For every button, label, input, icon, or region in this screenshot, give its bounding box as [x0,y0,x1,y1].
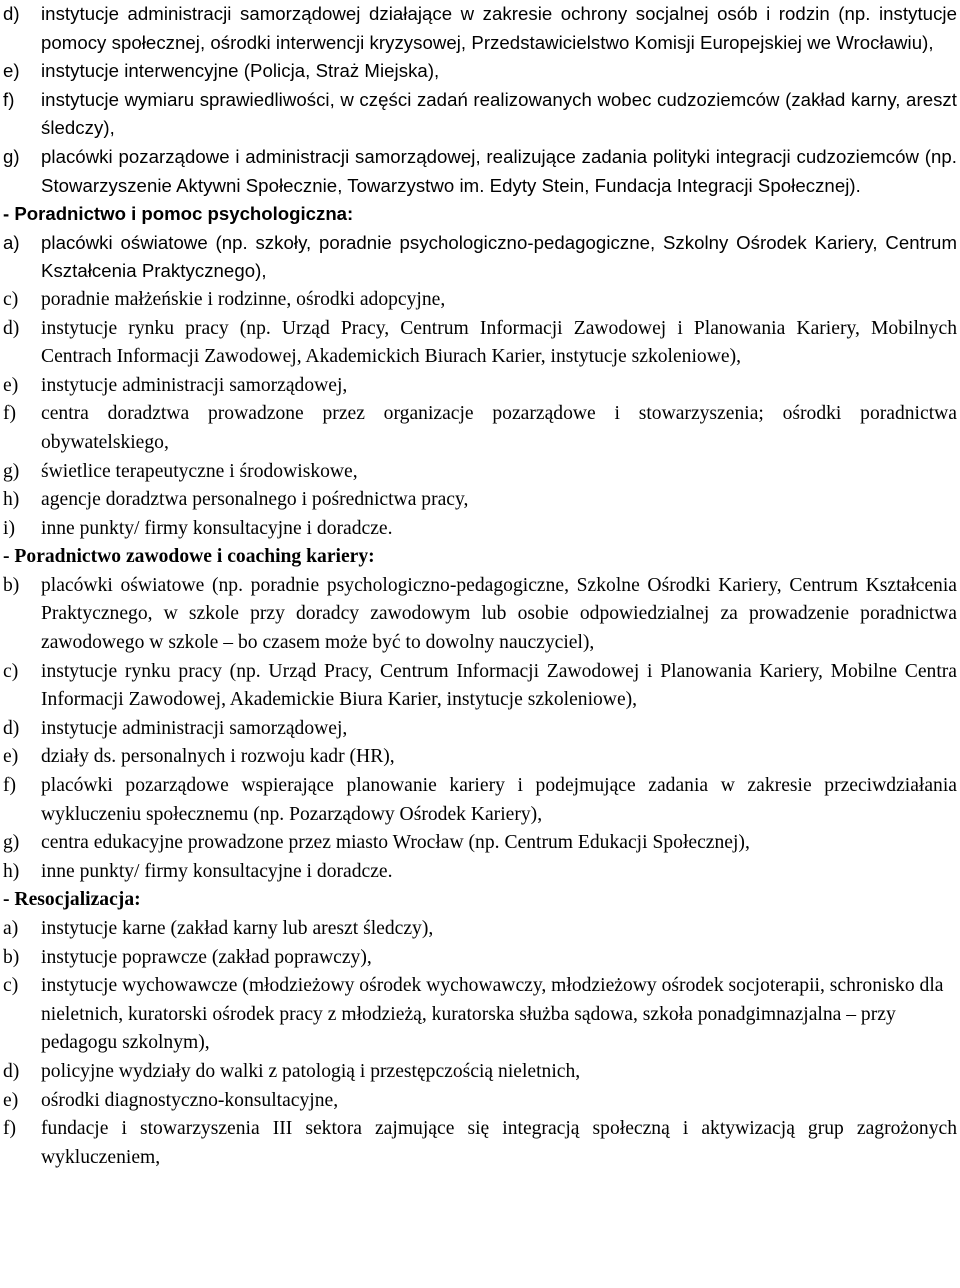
list-item-label: c) [3,660,19,682]
list-item-label: d) [3,3,20,24]
list-item-text: instytucje administracji samorządowej działające w zakresie ochrony socjalnej osób i rodzin (np. instytucje pomocy społecznej, ośrodki interwencji kryzysowej, Przedstawicielstwo Komisji Europejskiej we Wrocławiu), [41,3,957,53]
list-item [3,486,957,515]
list-item-label: g) [3,832,20,854]
list-item-label: g) [3,460,20,482]
list-item-text: centra doradztwa prowadzone przez organizacje pozarządowe i stowarzyszenia; ośrodki poradnictwa obywatelskiego, [41,403,957,453]
list-item-label: i) [3,517,15,539]
list-item [3,658,957,715]
list-item-label: b) [3,574,20,596]
list-item [3,715,957,744]
list-item [3,743,957,772]
list-item-text: centra edukacyjne prowadzone przez miasto Wrocław (np. Centrum Edukacji Społecznej), [41,832,750,854]
list-item-text: instytucje wymiaru sprawiedliwości, w części zadań realizowanych wobec cudzoziemców (zakład karny, areszt śledczy), [41,88,957,139]
list-item-text: placówki pozarządowe wspierające planowanie kariery i podejmujące zadania w zakresie przeciwdziałania wykluczeniu społecznemu (np. Pozarządowy Ośrodek Kariery), [41,775,957,825]
list-item [3,286,957,315]
list-item-label: a) [3,231,20,253]
list-item-text: instytucje poprawcze (zakład poprawczy), [41,946,372,968]
list-item-text: placówki pozarządowe i administracji samorządowej, realizujące zadania polityki integracji cudzoziemców (np. Stowarzyszenie Aktywni Społecznie, Towarzystwo im. Edyty Stein, Fundacja Integracji Społecznej). [41,145,957,196]
list-item-text: instytucje interwencyjne (Policja, Straż Miejska), [41,60,440,82]
list-item [3,400,957,457]
list-item [3,1115,957,1172]
list-item-label: d) [3,1060,20,1082]
list-item [3,86,957,143]
list-item [3,143,957,200]
section-heading: - Resocjalizacja: [3,889,141,911]
list-item [3,944,957,973]
list-item [3,772,957,829]
list-item [3,315,957,372]
list-item [3,829,957,858]
list-item-label: e) [3,60,20,82]
list-item-text: instytucje wychowawcze (młodzieżowy ośrodek wychowawczy, młodzieżowy ośrodek socjoterapii, schronisko dla nieletnich, kuratorski ośrodek pracy z młodzieżą, kuratorska służba sądowa, szkoła ponadgimnazjalna – przy pedagogu szkolnym), [41,975,944,1054]
list-item-label: f) [3,775,17,797]
list-item-text: świetlice terapeutyczne i środowiskowe, [41,460,358,482]
list-item-label: d) [3,717,20,739]
list-item-label: g) [3,145,20,167]
list-item-text: inne punkty/ firmy konsultacyjne i doradcze. [41,517,393,539]
list-item [3,858,957,887]
list-item [3,1058,957,1087]
list-item-text: placówki oświatowe (np. poradnie psychologiczno-pedagogiczne, Szkolne Ośrodki Kariery, Centrum Kształcenia Praktycznego, w szkole przy doradcy zawodowym lub osobie odpowiedzialnej za prowadzenie poradnictwa zawodowego w szkole – bo czasem może być to dowolny nauczyciel), [41,574,957,654]
list-item-label: e) [3,746,19,768]
list-item-label: a) [3,918,19,939]
list-item-text: instytucje karne (zakład karny lub areszt śledczy), [41,918,434,939]
list-item-label: c) [3,975,19,997]
list-item [3,515,957,544]
list-item-label: e) [3,1089,19,1111]
section-psychological-counselling [3,200,957,543]
list-item-label: h) [3,489,20,511]
list-item [3,0,957,57]
list-item [3,57,957,86]
section-heading: - Poradnictwo zawodowe i coaching kariery: [3,546,375,568]
list-item [3,229,957,286]
list-item [3,972,957,1058]
list-item-text: fundacje i stowarzyszenia III sektora zajmujące się integracją społeczną i aktywizacją grup zagrożonych wykluczeniem, [41,1118,957,1168]
list-item-text: instytucje rynku pracy (np. Urząd Pracy, Centrum Informacji Zawodowej i Planowania Kariery, Mobilne Centra Informacji Zawodowej, Akademickie Biura Karier, instytucje szkoleniowe), [41,660,957,711]
list-item-text: agencje doradztwa personalnego i pośrednictwa pracy, [41,489,469,511]
section-heading: - Poradnictwo i pomoc psychologiczna: [3,203,354,225]
section-career-counselling [3,543,957,886]
list-item-label: f) [3,88,15,110]
list-item-text: placówki oświatowe (np. szkoły, poradnie psychologiczno-pedagogiczne, Szkolny Ośrodek Kariery, Centrum Kształcenia Praktycznego), [41,231,957,282]
list-item-label: b) [3,946,20,968]
list-item-label: h) [3,860,20,882]
list-item-text: instytucje rynku pracy (np. Urząd Pracy, Centrum Informacji Zawodowej i Planowania Kariery, Mobilnych Centrach Informacji Zawodowej, Akademickich Biurach Karier, instytucje szkoleniowe), [41,317,957,368]
list-item-label: f) [3,403,17,425]
section-intro [3,0,957,200]
list-item [3,458,957,487]
section-resocialization [3,886,957,1172]
list-item [3,915,957,944]
list-item-text: instytucje administracji samorządowej, [41,717,348,739]
list-item-text: instytucje administracji samorządowej, [41,374,348,396]
list-item [3,572,957,658]
list-item-text: działy ds. personalnych i rozwoju kadr (HR), [41,746,395,768]
list-item [3,372,957,401]
list-item [3,1087,957,1116]
list-item-label: c) [3,288,19,310]
list-item-text: policyjne wydziały do walki z patologią i przestępczością nieletnich, [41,1060,581,1082]
list-item-text: inne punkty/ firmy konsultacyjne i doradcze. [41,860,393,882]
list-item-label: e) [3,374,19,396]
list-item-text: ośrodki diagnostyczno-konsultacyjne, [41,1089,339,1111]
list-item-text: poradnie małżeńskie i rodzinne, ośrodki adopcyjne, [41,288,446,310]
list-item-label: f) [3,1118,17,1140]
list-item-label: d) [3,317,20,339]
